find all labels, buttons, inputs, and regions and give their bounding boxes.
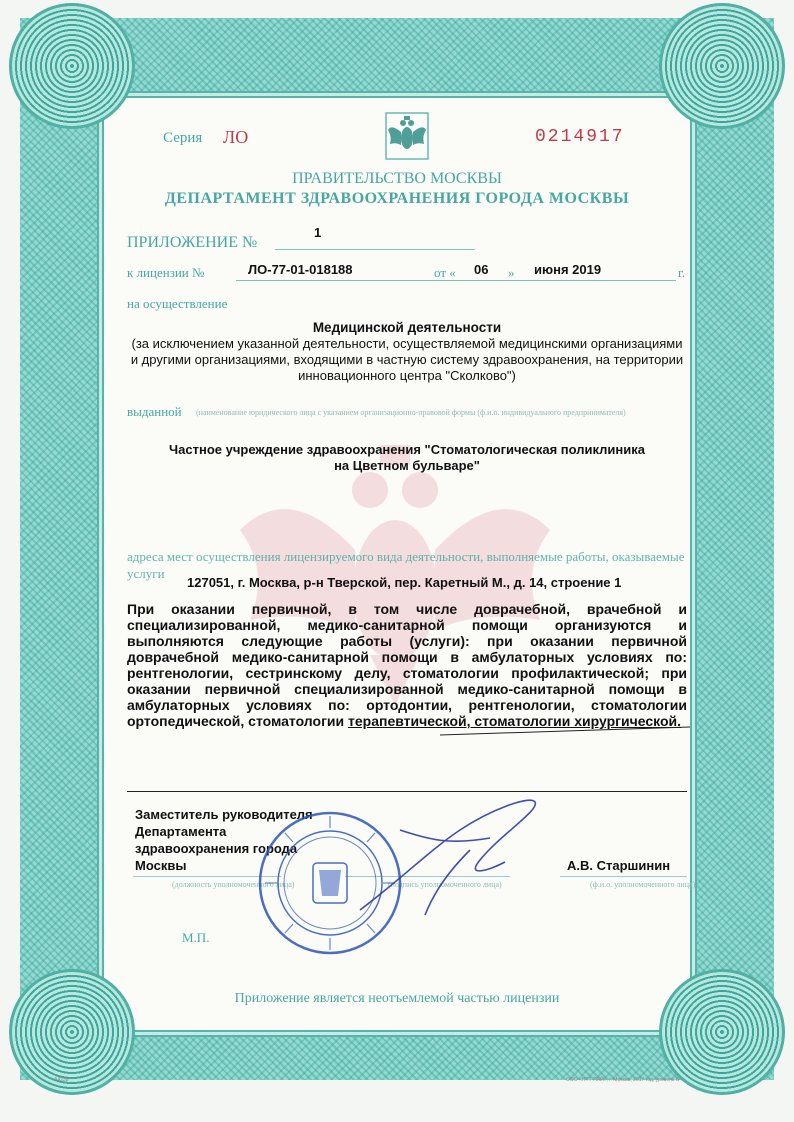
signatory-name: А.В. Старшинин bbox=[567, 858, 671, 873]
appendix-underline bbox=[275, 249, 475, 250]
corner-rosette-bottom-right bbox=[662, 972, 782, 1092]
license-close-quote: » bbox=[508, 265, 515, 280]
position-hint: (должность уполномоченного лица) bbox=[172, 880, 295, 889]
activity-title: Медицинской деятельности bbox=[312, 320, 502, 335]
series-label: Серия bbox=[163, 130, 203, 146]
print-code-right: ООО «НТТ-ПАЙ», г. Москва, 2017 год, уровень В bbox=[566, 1077, 680, 1083]
services-last-line: терапевтической, стоматологии хирургической. bbox=[348, 713, 681, 729]
organization-line-2: на Цветном бульваре" bbox=[334, 458, 480, 473]
name-hint: (ф.и.о. уполномоченного лица) bbox=[590, 880, 696, 889]
appendix-label: ПРИЛОЖЕНИЕ № bbox=[127, 234, 258, 251]
activity-label: на осуществление bbox=[127, 296, 228, 311]
address-label: адреса мест осуществления лицензируемого вида деятельности, выполняемые работы, оказываемые услуги bbox=[127, 549, 685, 581]
license-year-suffix: г. bbox=[678, 265, 686, 280]
series-value: ЛО bbox=[223, 127, 249, 147]
signatory-position-line-3: здравоохранения города bbox=[135, 841, 298, 856]
address-value: 127051, г. Москва, р-н Тверской, пер. Каретный М., д. 14, строение 1 bbox=[187, 575, 622, 590]
signatory-position-line-4: Москвы bbox=[135, 858, 187, 873]
activity-description: (за исключением указанной деятельности, осуществляемой медицинскими организациями и другими организациями, входящими в частную систему здравоохранения, на территории инновационного центра "Сколково") bbox=[130, 336, 684, 383]
stamp-place-label: М.П. bbox=[182, 930, 210, 945]
license-label: к лицензии № bbox=[127, 265, 205, 280]
corner-rosette-top-right bbox=[662, 6, 782, 126]
form-number: 0214917 bbox=[535, 127, 625, 147]
appendix-number: 1 bbox=[314, 225, 322, 240]
license-number: ЛО-77-01-018188 bbox=[248, 262, 353, 277]
appendix-footer-note: Приложение является неотъемлемой частью лицензии bbox=[234, 991, 560, 1006]
print-code-left: А4238 bbox=[54, 1077, 69, 1083]
license-underline bbox=[236, 280, 676, 281]
government-heading: ПРАВИТЕЛЬСТВО МОСКВЫ bbox=[292, 170, 502, 187]
signatory-position-line-1: Заместитель руководителя bbox=[135, 807, 313, 822]
department-heading: ДЕПАРТАМЕНТ ЗДРАВООХРАНЕНИЯ ГОРОДА МОСКВЫ bbox=[164, 190, 630, 207]
handwritten-signature bbox=[340, 790, 550, 930]
license-day: 06 bbox=[474, 262, 489, 277]
issued-label: выданной bbox=[127, 404, 182, 419]
services-text bbox=[127, 601, 687, 729]
coat-of-arms-icon bbox=[385, 112, 429, 160]
corner-rosette-bottom-left bbox=[12, 972, 132, 1092]
name-underline bbox=[560, 876, 687, 877]
license-month-year: июня 2019 bbox=[534, 262, 602, 277]
strike-line-diagonal bbox=[440, 725, 690, 737]
services-paragraph: При оказании первичной, в том числе доврачебной, врачебной и специализированной, медико-санитарной помощи организуются и выполняются следующие работы (услуги): при оказании первичной доврачебной медико-санитарной помощи в амбулаторных условиях по: рентгенологии, сестринскому делу, стоматологии профилактической; при оказании первичной специализированной медико-санитарной помощи в амбулаторных условиях по: ортодонтии, рентгенологии, стоматологии ортопедической, стоматологии bbox=[127, 601, 687, 729]
issued-hint: (наименование юридического лица с указанием организационно-правовой формы (ф.и.о. индивидуального предпринимателя) bbox=[196, 408, 626, 417]
signatory-position-line-2: Департамента bbox=[135, 824, 227, 839]
license-date-prefix: от « bbox=[434, 265, 456, 280]
signature-hint: (подпись уполномоченного лица) bbox=[388, 880, 502, 889]
organization-line-1: Частное учреждение здравоохранения "Стоматологическая поликлиника bbox=[169, 442, 645, 457]
corner-rosette-top-left bbox=[12, 6, 132, 126]
